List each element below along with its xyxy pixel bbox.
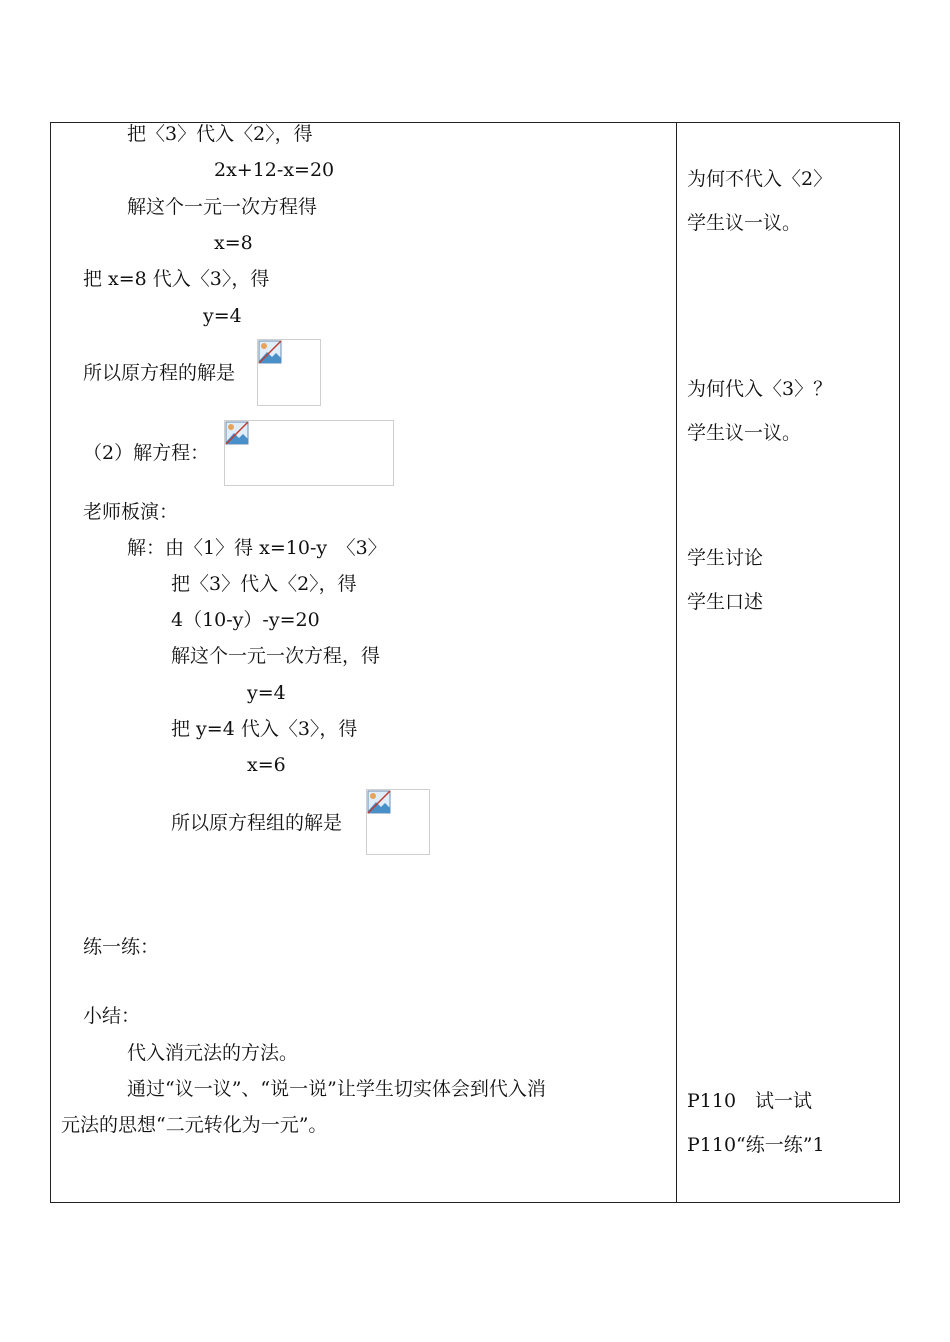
note-student-discuss: 学生讨论: [687, 547, 764, 569]
summary-text-line-1: 通过“议一议”、“说一说”让学生切实体会到代入消: [127, 1078, 546, 1100]
summary-text-line-2: 元法的思想“二元转化为一元”。: [61, 1114, 328, 1136]
broken-image-icon: [258, 340, 282, 364]
problem-2-label: （2）解方程：: [83, 442, 210, 464]
result-x: x=8: [214, 232, 253, 254]
note-discuss-2: 学生议一议。: [687, 422, 802, 444]
step-solve-linear: 解这个一元一次方程得: [127, 196, 318, 218]
image-placeholder: [224, 420, 394, 486]
equation-2x-12: 2x+12-x=20: [214, 159, 335, 181]
note-p110-try: P110 试一试: [687, 1090, 813, 1112]
note-student-oral: 学生口述: [687, 591, 764, 613]
practice-label: 练一练：: [83, 936, 160, 958]
result-y-2: y=4: [247, 682, 286, 704]
note-why-not-2: 为何不代入〈2〉: [687, 168, 833, 190]
result-x-2: x=6: [247, 754, 286, 776]
broken-image-icon: [225, 421, 249, 445]
broken-image-icon: [367, 790, 391, 814]
summary-method: 代入消元法的方法。: [127, 1042, 299, 1064]
teacher-demo-label: 老师板演：: [83, 501, 179, 523]
solution-label-2: 所以原方程组的解是: [171, 812, 343, 834]
solution-step-3: 解这个一元一次方程，得: [171, 645, 381, 667]
column-divider: [676, 122, 677, 1203]
result-y: y=4: [203, 305, 242, 327]
solution-step-4: 把 y=4 代入〈3〉，得: [171, 718, 358, 740]
solution-step-2: 把〈3〉代入〈2〉，得: [171, 573, 357, 595]
summary-label: 小结：: [83, 1005, 141, 1027]
step-substitute-x: 把 x=8 代入〈3〉，得: [83, 268, 270, 290]
step-substitute-3-into-2: 把〈3〉代入〈2〉，得: [127, 123, 313, 145]
equation-4-10-y: 4（10-y）-y=20: [171, 609, 320, 631]
image-placeholder: [366, 789, 430, 855]
solution-label-1: 所以原方程的解是: [83, 362, 236, 384]
note-discuss-1: 学生议一议。: [687, 212, 802, 234]
note-p110-practice: P110“练一练”1: [687, 1134, 825, 1156]
note-why-3: 为何代入〈3〉？: [687, 378, 833, 400]
image-placeholder: [257, 339, 321, 406]
solution-step-1: 解：由〈1〉得 x=10-y 〈3〉: [127, 537, 387, 559]
